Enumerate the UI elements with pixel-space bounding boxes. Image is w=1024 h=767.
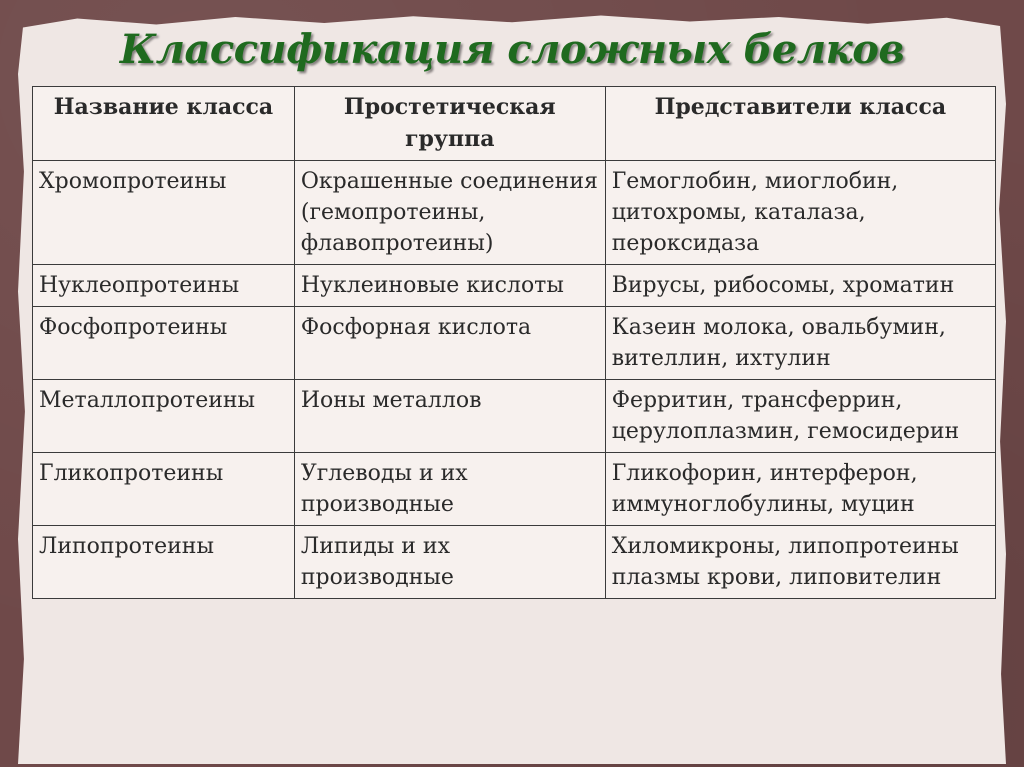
cell-representatives: Вирусы, рибосомы, хроматин — [605, 265, 995, 307]
cell-representatives: Гемоглобин, миоглобин, цитохромы, каталаза, пероксидаза — [605, 161, 995, 265]
header-class-name: Название класса — [33, 87, 295, 161]
table-row — [33, 453, 996, 526]
cell-prosthetic-group: Липиды и их производные — [294, 526, 605, 599]
cell-prosthetic-group: Нуклеиновые кислоты — [294, 265, 605, 307]
table-header-row — [33, 87, 996, 161]
cell-prosthetic-group: Углеводы и их производные — [294, 453, 605, 526]
cell-class-name: Металлопротеины — [33, 380, 295, 453]
table-row — [33, 526, 996, 599]
cell-prosthetic-group: Окрашенные соединения (гемопротеины, флавопротеины) — [294, 161, 605, 265]
cell-prosthetic-group: Фосфорная кислота — [294, 307, 605, 380]
protein-classification-table — [32, 86, 996, 599]
cell-representatives: Казеин молока, овальбумин, вителлин, ихтулин — [605, 307, 995, 380]
table-row — [33, 380, 996, 453]
cell-representatives: Гликофорин, интерферон, иммуноглобулины, муцин — [605, 453, 995, 526]
cell-class-name: Фосфопротеины — [33, 307, 295, 380]
table-row — [33, 307, 996, 380]
slide-title: Классификация сложных белков — [119, 26, 905, 73]
header-representatives: Представители класса — [605, 87, 995, 161]
table-row — [33, 265, 996, 307]
table-row — [33, 161, 996, 265]
cell-representatives: Хиломикроны, липопротеины плазмы крови, липовителин — [605, 526, 995, 599]
header-prosthetic-group: Простетическая группа — [294, 87, 605, 161]
cell-representatives: Ферритин, трансферрин, церулоплазмин, гемосидерин — [605, 380, 995, 453]
cell-class-name: Хромопротеины — [33, 161, 295, 265]
cell-class-name: Гликопротеины — [33, 453, 295, 526]
cell-class-name: Липопротеины — [33, 526, 295, 599]
cell-class-name: Нуклеопротеины — [33, 265, 295, 307]
cell-prosthetic-group: Ионы металлов — [294, 380, 605, 453]
